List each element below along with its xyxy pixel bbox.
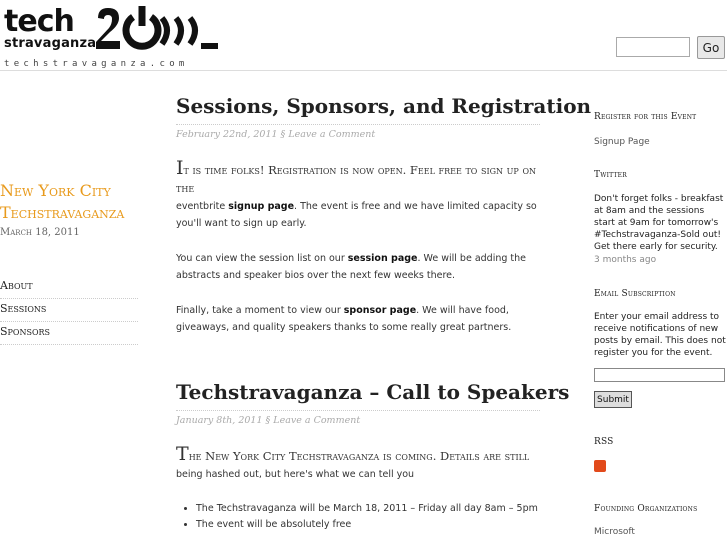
post-title[interactable]: Sessions, Sponsors, and Registration (176, 94, 592, 118)
details-list (176, 501, 540, 533)
logo-tagline: techstravaganza.com (4, 59, 189, 69)
lead-text: he New York City Techstravaganza is coming. Details are still (188, 449, 530, 463)
tweet-text: Don't forget folks - breakfast at 8am and the sessions start at 9am for tomorrow's #Techstravaganza-Sold out! Get there early for security. (594, 194, 724, 252)
rss-widget-title: RSS (594, 437, 614, 447)
search-input[interactable] (616, 37, 690, 57)
lead-text: t is time folks! Registration is now open. Feel free to sign up on the (176, 163, 537, 195)
paragraph-text: being hashed out, but here's what we can tell you (176, 469, 415, 480)
email-field[interactable] (594, 368, 725, 382)
signup-page-link[interactable]: signup page (228, 201, 295, 212)
orgs-widget-title: Founding Organizations (594, 504, 698, 514)
sponsor-page-link[interactable]: sponsor page (343, 305, 417, 316)
list-item: • The Techstravaganza will be March 18, 2011 – Friday all day 8am – 5pm (196, 501, 540, 517)
post-registration (176, 88, 592, 336)
email-widget-title: Email Subscription (594, 289, 676, 299)
post-meta[interactable]: January 8th, 2011 § Leave a Comment (176, 410, 540, 429)
paragraph-text: eventbrite (176, 201, 229, 212)
org-microsoft-link[interactable]: Microsoft (594, 527, 635, 537)
search-go-button[interactable]: Go (697, 36, 725, 59)
logo-year-mark (96, 6, 220, 52)
drop-cap: T (176, 443, 189, 465)
nav-item-sponsors[interactable]: Sponsors (0, 322, 138, 345)
event-date: March 18, 2011 (0, 227, 80, 238)
list-item: • The event will be absolutely free (196, 517, 540, 533)
paragraph-text: . We will have food, giveaways, and quality speakers thanks to some really great partners. (176, 305, 512, 333)
signup-page-link[interactable]: Signup Page (594, 137, 650, 147)
tweet-time[interactable]: 3 months ago (594, 255, 657, 265)
post-body (176, 157, 540, 336)
drop-cap: I (176, 157, 184, 179)
site-header (0, 0, 727, 71)
session-page-link[interactable]: session page (347, 253, 418, 264)
paragraph-text: . We will be adding the abstracts and speaker bios over the next few weeks there. (176, 253, 527, 281)
paragraph-text: . The event is free and we have limited capacity so you'll want to sign up early. (176, 201, 537, 229)
left-sidebar (0, 180, 140, 238)
site-logo[interactable] (4, 4, 219, 68)
site-nav (0, 276, 138, 345)
logo-text-tech: tech (4, 4, 74, 39)
post-meta[interactable]: February 22nd, 2011 § Leave a Comment (176, 124, 540, 143)
nav-item-sessions[interactable]: Sessions (0, 299, 138, 322)
paragraph-text: You can view the session list on our (176, 253, 348, 264)
twitter-widget-title: Twitter (594, 170, 627, 180)
post-body (176, 443, 540, 533)
register-widget-title: Register for this Event (594, 112, 697, 122)
email-description: Enter your email address to receive notifications of new posts by email. This does not register you for the event. (594, 312, 726, 358)
nav-item-about[interactable]: About (0, 276, 138, 299)
post-title[interactable]: Techstravaganza – Call to Speakers (176, 380, 570, 404)
paragraph-text: Finally, take a moment to view our (176, 305, 344, 316)
logo-text-stravaganza: stravaganza (4, 36, 97, 51)
post-call-to-speakers (176, 374, 570, 533)
site-title[interactable]: New York City Techstravaganza (0, 181, 125, 222)
rss-icon[interactable] (594, 460, 606, 472)
submit-button[interactable]: Submit (594, 391, 632, 408)
